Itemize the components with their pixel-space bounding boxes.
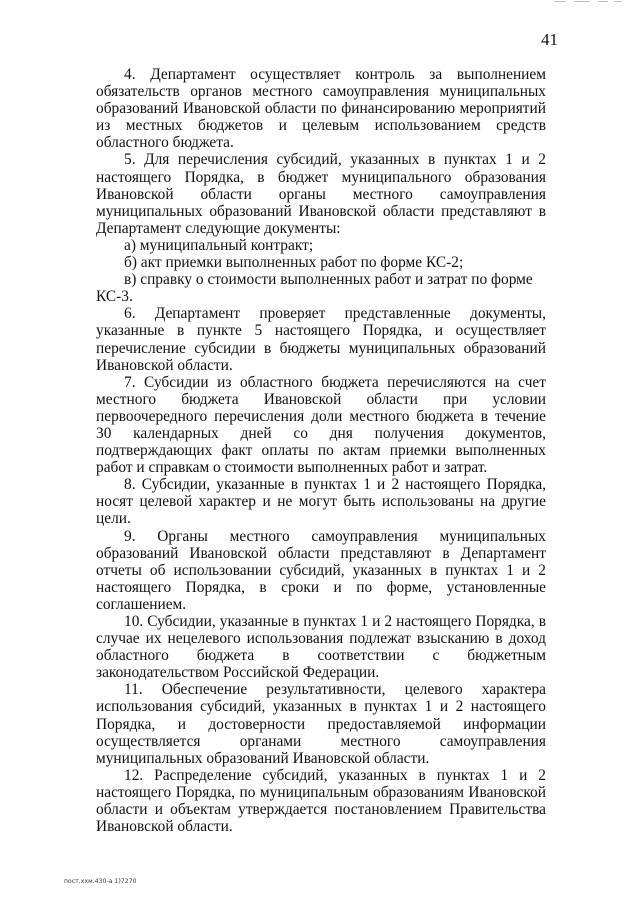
paragraph-5: 5. Для перечисления субсидий, указанных в пунктах 1 и 2 настоящего Порядка, в бюджет муниципального образования Ивановской области органы местного самоуправления муниципальных образований Ивановской области представляют в Департамент следующие документы: xyxy=(96,151,546,237)
paragraph-6: 6. Департамент проверяет представленные документы, указанные в пункте 5 настоящего Порядка, и осуществляет перечисление субсидии в бюджеты муниципальных образований Ивановской области. xyxy=(96,305,546,374)
paragraph-7: 7. Субсидии из областного бюджета перечисляются на счет местного бюджета Ивановской области при условии первоочередного перечисления доли местного бюджета в течение 30 календарных дней со дня получения документов, подтверждающих факт оплаты по актам приемки выполненных работ и справкам о стоимости выполненных работ и затрат. xyxy=(96,373,546,477)
paragraph-10: 10. Субсидии, указанные в пунктах 1 и 2 настоящего Порядка, в случае их нецелевого использования подлежат взысканию в доход областного бюджета в соответствии с бюджетным законодательством Российской Федерации. xyxy=(96,613,546,682)
paragraph-12: 12. Распределение субсидий, указанных в пунктах 1 и 2 настоящего Порядка, по муниципальным образованиям Ивановской области и объектам утверждается постановлением Правительства Ивановской области. xyxy=(96,766,546,836)
list-item-b: б) акт приемки выполненных работ по форме КС-2; xyxy=(124,254,464,272)
document-body xyxy=(96,66,546,835)
list-item-c: в) справку о стоимости выполненных работ и затрат по форме КС-3. xyxy=(96,271,533,306)
paragraph-11: 11. Обеспечение результативности, целевого характера использования субсидий, указанных в пунктах 1 и 2 настоящего Порядка, и достоверности предоставляемой информации осуществляется органами местного самоуправления муниципальных образований Ивановской области. xyxy=(96,681,546,767)
paragraph-8: 8. Субсидии, указанные в пунктах 1 и 2 настоящего Порядка, носят целевой характер и не могут быть использованы на другие цели. xyxy=(96,476,546,528)
scan-edge-marks xyxy=(554,0,624,4)
list-item-a: а) муниципальный контракт; xyxy=(124,236,314,254)
paragraph-9: 9. Органы местного самоуправления муниципальных образований Ивановской области представляют в Департамент отчеты об использовании субсидий, указанных в пунктах 1 и 2 настоящего Порядка, в сроки и по форме, установленные соглашением. xyxy=(96,527,546,613)
paragraph-4: 4. Департамент осуществляет контроль за выполнением обязательств органов местного самоуправления муниципальных образований Ивановской области по финансированию мероприятий из местных бюджетов и целевым использованием средств областного бюджета. xyxy=(96,66,546,152)
page-number: 41 xyxy=(541,30,558,49)
footer-code: пост.ххм.430-а 1)7270 xyxy=(64,878,137,885)
